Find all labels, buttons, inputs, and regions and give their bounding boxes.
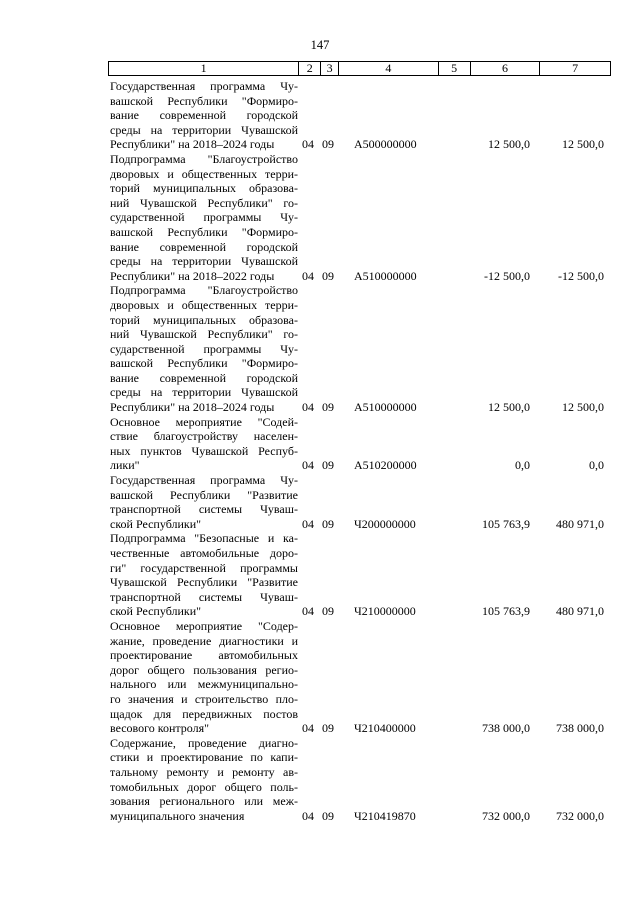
- row-name-line: жание, проведение диагностики и: [110, 633, 298, 648]
- row-name-line: Подпрограмма "Благоустройство: [110, 151, 298, 166]
- header-col-4: 4: [339, 62, 439, 75]
- row-name-line: Содержание, проведение диагно-: [110, 735, 298, 750]
- table-row: [110, 473, 610, 531]
- row-name-line: лики": [110, 458, 140, 473]
- row-name: [110, 415, 298, 473]
- row-name-line: проектирование автомобильных: [110, 648, 298, 663]
- row-name-line: чественные автомобильные доро-: [110, 546, 298, 560]
- row-target-code: А510000000: [354, 268, 417, 283]
- row-name-line: среды на территории Чувашской: [110, 122, 298, 137]
- row-value-col7: 12 500,0: [562, 400, 604, 415]
- row-name-line: транспортной системы Чуваш-: [110, 502, 298, 517]
- row-name-line: дорог общего пользования регио-: [110, 662, 298, 677]
- row-name-line: вашской Республики "Формиро-: [110, 93, 298, 108]
- table-row: [110, 152, 610, 283]
- row-subsection-code: 09: [322, 458, 334, 473]
- row-value-col6: 12 500,0: [488, 400, 530, 415]
- row-value-col7: 480 971,0: [556, 604, 604, 619]
- row-name-line: среды на территории Чувашской: [110, 254, 298, 269]
- row-target-code: А510200000: [354, 458, 417, 473]
- row-name-line: ской Республики": [110, 604, 202, 619]
- row-subsection-code: 09: [322, 604, 334, 619]
- row-name-line: томобильных дорог общего поль-: [110, 779, 298, 794]
- header-col-1: 1: [109, 62, 299, 75]
- row-value-col6: 105 763,9: [482, 604, 530, 619]
- row-target-code: А510000000: [354, 400, 417, 415]
- row-section-code: 04: [302, 604, 314, 619]
- row-name-line: ных пунктов Чувашской Респуб-: [110, 443, 298, 458]
- row-name-line: Чувашской Республики "Развитие: [110, 575, 298, 590]
- header-col-3: 3: [321, 62, 339, 75]
- row-name-line: ствие благоустройству населен-: [110, 429, 298, 444]
- row-name-line: вание современной городской: [110, 239, 298, 254]
- row-target-code: Ч210400000: [354, 721, 416, 736]
- row-value-col7: 0,0: [589, 458, 604, 473]
- row-name-line: Республики" на 2018–2024 годы: [110, 400, 275, 415]
- row-name: [110, 736, 298, 824]
- row-name: [110, 531, 298, 619]
- row-name-line: стики и проектирование по капи-: [110, 750, 298, 765]
- row-target-code: А500000000: [354, 137, 417, 152]
- row-name-line: торий муниципальных образова-: [110, 312, 298, 327]
- row-section-code: 04: [302, 721, 314, 736]
- row-subsection-code: 09: [322, 721, 334, 736]
- row-name-line: Основное мероприятие "Содей-: [110, 414, 298, 429]
- row-name-line: ний Чувашской Республики" го-: [110, 195, 298, 210]
- row-name-line: сударственной программы Чу-: [110, 210, 298, 225]
- row-name-line: дворовых и общественных терри-: [110, 297, 298, 312]
- table-row: [110, 619, 610, 736]
- row-name-line: нального или межмуниципально-: [110, 677, 298, 692]
- row-section-code: 04: [302, 516, 314, 531]
- row-value-col6: 738 000,0: [482, 721, 530, 736]
- row-name: [110, 473, 298, 531]
- row-subsection-code: 09: [322, 808, 334, 823]
- row-name-line: щадок для передвижных постов: [110, 706, 298, 721]
- row-value-col6: 732 000,0: [482, 808, 530, 823]
- row-name-line: вашской Республики "Развитие: [110, 487, 298, 502]
- row-name-line: Подпрограмма "Благоустройство: [110, 283, 298, 298]
- row-name: [110, 619, 298, 736]
- row-value-col6: -12 500,0: [484, 268, 530, 283]
- row-value-col7: -12 500,0: [558, 268, 604, 283]
- table-row: [110, 736, 610, 824]
- row-subsection-code: 09: [322, 400, 334, 415]
- table-header-row: [108, 61, 611, 76]
- row-value-col7: 738 000,0: [556, 721, 604, 736]
- row-name-line: Государственная программа Чу-: [110, 473, 298, 488]
- row-name-line: транспортной системы Чуваш-: [110, 589, 298, 604]
- row-target-code: Ч210419870: [354, 808, 416, 823]
- row-name-line: дворовых и общественных терри-: [110, 166, 298, 181]
- row-subsection-code: 09: [322, 137, 334, 152]
- row-name-line: среды на территории Чувашской: [110, 385, 298, 400]
- table-row: [110, 79, 610, 152]
- header-col-2: 2: [299, 62, 321, 75]
- row-name-line: муниципального значения: [110, 808, 245, 823]
- header-col-6: 6: [471, 62, 541, 75]
- row-name-line: зования регионального или меж-: [110, 794, 298, 809]
- row-value-col7: 12 500,0: [562, 137, 604, 152]
- row-value-col6: 105 763,9: [482, 516, 530, 531]
- row-name-line: тальному ремонту и ремонту ав-: [110, 764, 298, 779]
- row-name-line: вашской Республики "Формиро-: [110, 356, 298, 371]
- row-value-col6: 0,0: [515, 458, 530, 473]
- row-section-code: 04: [302, 400, 314, 415]
- table-row: [110, 283, 610, 414]
- row-name: [110, 79, 298, 152]
- row-name-line: ний Чувашской Республики" го-: [110, 327, 298, 342]
- row-name-line: Республики" на 2018–2024 годы: [110, 137, 275, 152]
- row-value-col7: 732 000,0: [556, 808, 604, 823]
- row-section-code: 04: [302, 268, 314, 283]
- row-value-col6: 12 500,0: [488, 137, 530, 152]
- row-section-code: 04: [302, 458, 314, 473]
- row-target-code: Ч200000000: [354, 516, 416, 531]
- row-name-line: вашской Республики "Формиро-: [110, 224, 298, 239]
- page-number: 147: [310, 38, 330, 52]
- row-name-line: вание современной городской: [110, 370, 298, 385]
- row-name-line: Государственная программа Чу-: [110, 79, 298, 93]
- row-name-line: ской Республики": [110, 516, 202, 531]
- row-name-line: Подпрограмма "Безопасные и ка-: [110, 531, 298, 546]
- row-name-line: Республики" на 2018–2022 годы: [110, 268, 275, 283]
- row-name-line: ги" государственной программы: [110, 560, 298, 575]
- row-value-col7: 480 971,0: [556, 516, 604, 531]
- row-subsection-code: 09: [322, 516, 334, 531]
- row-target-code: Ч210000000: [354, 604, 416, 619]
- table-row: [110, 415, 610, 473]
- header-col-7: 7: [572, 61, 579, 75]
- header-col-5: 5: [439, 62, 471, 75]
- row-section-code: 04: [302, 137, 314, 152]
- row-subsection-code: 09: [322, 268, 334, 283]
- row-name-line: вание современной городской: [110, 108, 298, 123]
- row-name-line: торий муниципальных образова-: [110, 181, 298, 196]
- row-name: [110, 283, 298, 414]
- row-section-code: 04: [302, 808, 314, 823]
- row-name-line: весового контроля": [110, 721, 210, 736]
- table-row: [110, 531, 610, 619]
- row-name-line: го значения и строительство пло-: [110, 691, 298, 706]
- row-name-line: Основное мероприятие "Содер-: [110, 618, 298, 633]
- row-name: [110, 152, 298, 283]
- table-body: [110, 79, 610, 823]
- row-name-line: сударственной программы Чу-: [110, 341, 298, 356]
